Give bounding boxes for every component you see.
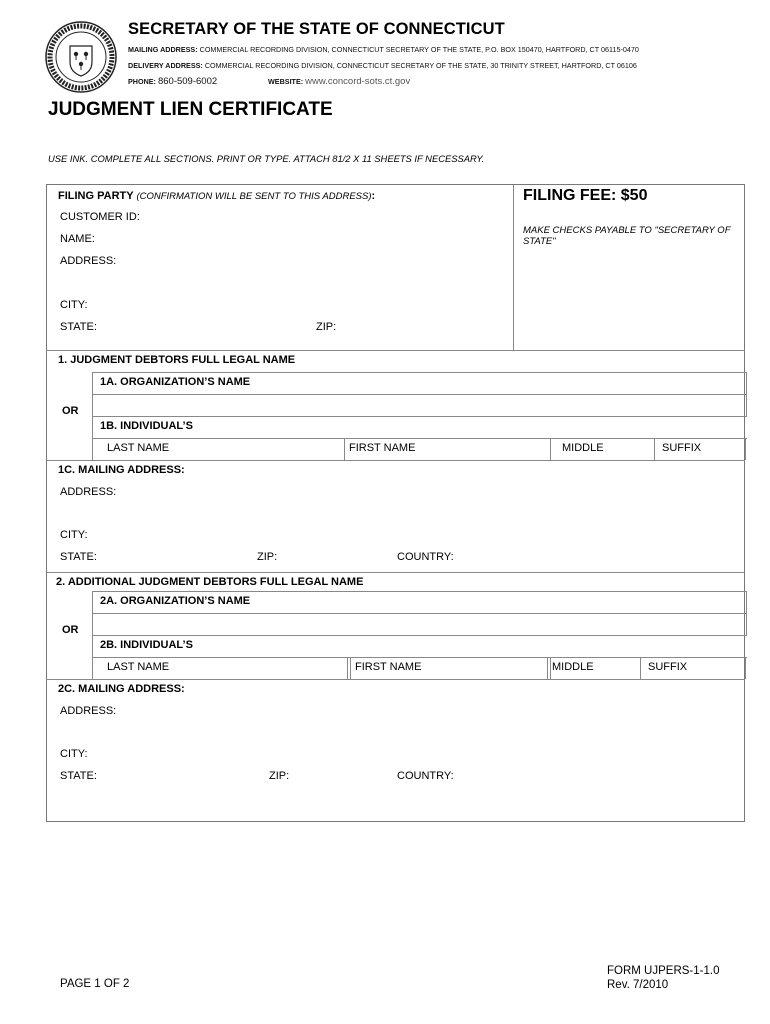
s1-mailing-heading: 1C. MAILING ADDRESS: [58, 464, 185, 476]
filing-zip-label[interactable]: ZIP: [316, 321, 337, 333]
state-seal-icon [44, 20, 118, 94]
s2-last-name-field[interactable]: LAST NAME [107, 661, 170, 673]
s1-col-middle [550, 438, 551, 460]
delivery-address-value: COMMERCIAL RECORDING DIVISION, CONNECTICUT SECRETARY OF THE STATE, 30 TRINITY STREET, HARTFORD, CT 06106 [204, 61, 637, 70]
phone-value: 860-509-6002 [157, 76, 218, 87]
s2-org-bottom [92, 635, 747, 636]
s2-suffix-field[interactable]: SUFFIX [648, 661, 688, 673]
s1-suffix-field[interactable]: SUFFIX [662, 442, 702, 454]
s1-zip-field[interactable]: ZIP: [257, 551, 278, 563]
filing-party-heading [58, 190, 375, 202]
s2-city-field[interactable]: CITY: [60, 748, 88, 760]
s1-last-name-field[interactable]: LAST NAME [107, 442, 170, 454]
s2-col-middle [547, 657, 548, 679]
s2-org-right [746, 591, 747, 613]
s1-org-bottom [92, 416, 747, 417]
mailing-address-line [128, 45, 639, 54]
form-revision: Rev. 7/2010 [607, 979, 669, 991]
phone-line [128, 76, 217, 87]
filing-address-label[interactable]: ADDRESS: [60, 255, 117, 267]
s2-col-suffix [640, 657, 641, 679]
s1-org-name-field[interactable] [93, 395, 745, 415]
s1-first-name-field[interactable]: FIRST NAME [349, 442, 416, 454]
mailing-address-label: MAILING ADDRESS: [128, 45, 198, 54]
phone-label: PHONE: [128, 77, 156, 86]
s1-org-field-right [746, 394, 747, 416]
mailing-address-value: COMMERCIAL RECORDING DIVISION, CONNECTICUT SECRETARY OF THE STATE, P.O. BOX 150470, HARTFORD, CT 06115-0470 [199, 45, 639, 54]
s1-org-top [92, 372, 747, 373]
fee-divider [513, 185, 514, 350]
s2-or-label: OR [62, 624, 79, 636]
s2-middle-field[interactable]: MIDDLE [552, 661, 594, 673]
delivery-address-line [128, 61, 637, 70]
filing-party-colon: : [371, 190, 376, 202]
s1-middle-field[interactable]: MIDDLE [562, 442, 604, 454]
document-title: JUDGMENT LIEN CERTIFICATE [48, 99, 333, 120]
agency-title: SECRETARY OF THE STATE OF CONNECTICUT [128, 20, 505, 38]
s2-zip-field[interactable]: ZIP: [269, 770, 290, 782]
s2-col-first [347, 657, 348, 679]
s2-org-label: 2A. ORGANIZATION’S NAME [100, 595, 251, 607]
section2-heading: 2. ADDITIONAL JUDGMENT DEBTORS FULL LEGAL NAME [56, 576, 364, 588]
form-number: FORM UJPERS-1-1.0 [607, 965, 720, 977]
s1-ind-top [92, 438, 747, 439]
s2-state-field[interactable]: STATE: [60, 770, 97, 782]
page-number: PAGE 1 OF 2 [60, 978, 130, 990]
instructions: USE INK. COMPLETE ALL SECTIONS. PRINT OR TYPE. ATTACH 81/2 X 11 SHEETS IF NECESSARY. [48, 153, 485, 164]
section2-top-rule [46, 572, 745, 573]
s2-org-field-right [746, 613, 747, 635]
delivery-address-label: DELIVERY ADDRESS: [128, 61, 203, 70]
s2-address-field[interactable]: ADDRESS: [60, 705, 117, 717]
form-frame [46, 184, 745, 822]
filing-city-label[interactable]: CITY: [60, 299, 88, 311]
section1-top-rule [46, 350, 745, 351]
website-label: WEBSITE: [268, 77, 304, 86]
s2-org-name-field[interactable] [93, 614, 745, 634]
website-link[interactable]: www.concord-sots.ct.gov [305, 76, 411, 87]
filing-name-label[interactable]: NAME: [60, 233, 95, 245]
s2-country-field[interactable]: COUNTRY: [397, 770, 454, 782]
filing-state-label[interactable]: STATE: [60, 321, 97, 333]
s1-col-first [344, 438, 345, 460]
s1-city-field[interactable]: CITY: [60, 529, 88, 541]
s2-col-middle-double [550, 657, 551, 679]
s2-ind-top [92, 657, 747, 658]
s2-mailing-heading: 2C. MAILING ADDRESS: [58, 683, 185, 695]
s2-first-name-field[interactable]: FIRST NAME [355, 661, 422, 673]
s1-country-field[interactable]: COUNTRY: [397, 551, 454, 563]
website-line [268, 76, 410, 87]
s1-individual-label: 1B. INDIVIDUAL’S [100, 420, 193, 432]
customer-id-label[interactable]: CUSTOMER ID: [60, 211, 140, 223]
s1-col-suffix [654, 438, 655, 460]
s1-state-field[interactable]: STATE: [60, 551, 97, 563]
filing-fee: FILING FEE: $50 [523, 187, 648, 204]
s2c-top-rule [46, 679, 745, 680]
s1c-top-rule [46, 460, 745, 461]
s2-ind-right [745, 657, 746, 679]
s2-col-first-double [350, 657, 351, 679]
filing-party-note: (CONFIRMATION WILL BE SENT TO THIS ADDRESS) [136, 191, 372, 202]
s1-address-field[interactable]: ADDRESS: [60, 486, 117, 498]
payable-note: MAKE CHECKS PAYABLE TO "SECRETARY OF STATE" [523, 225, 731, 247]
section1-heading: 1. JUDGMENT DEBTORS FULL LEGAL NAME [58, 354, 296, 366]
s1-org-right [746, 372, 747, 394]
s2-org-top [92, 591, 747, 592]
filing-party-label: FILING PARTY [58, 190, 134, 202]
s1-ind-right [745, 438, 746, 460]
s2-individual-label: 2B. INDIVIDUAL’S [100, 639, 193, 651]
s1-or-label: OR [62, 405, 79, 417]
form-id-block [607, 964, 719, 992]
s1-org-label: 1A. ORGANIZATION’S NAME [100, 376, 251, 388]
